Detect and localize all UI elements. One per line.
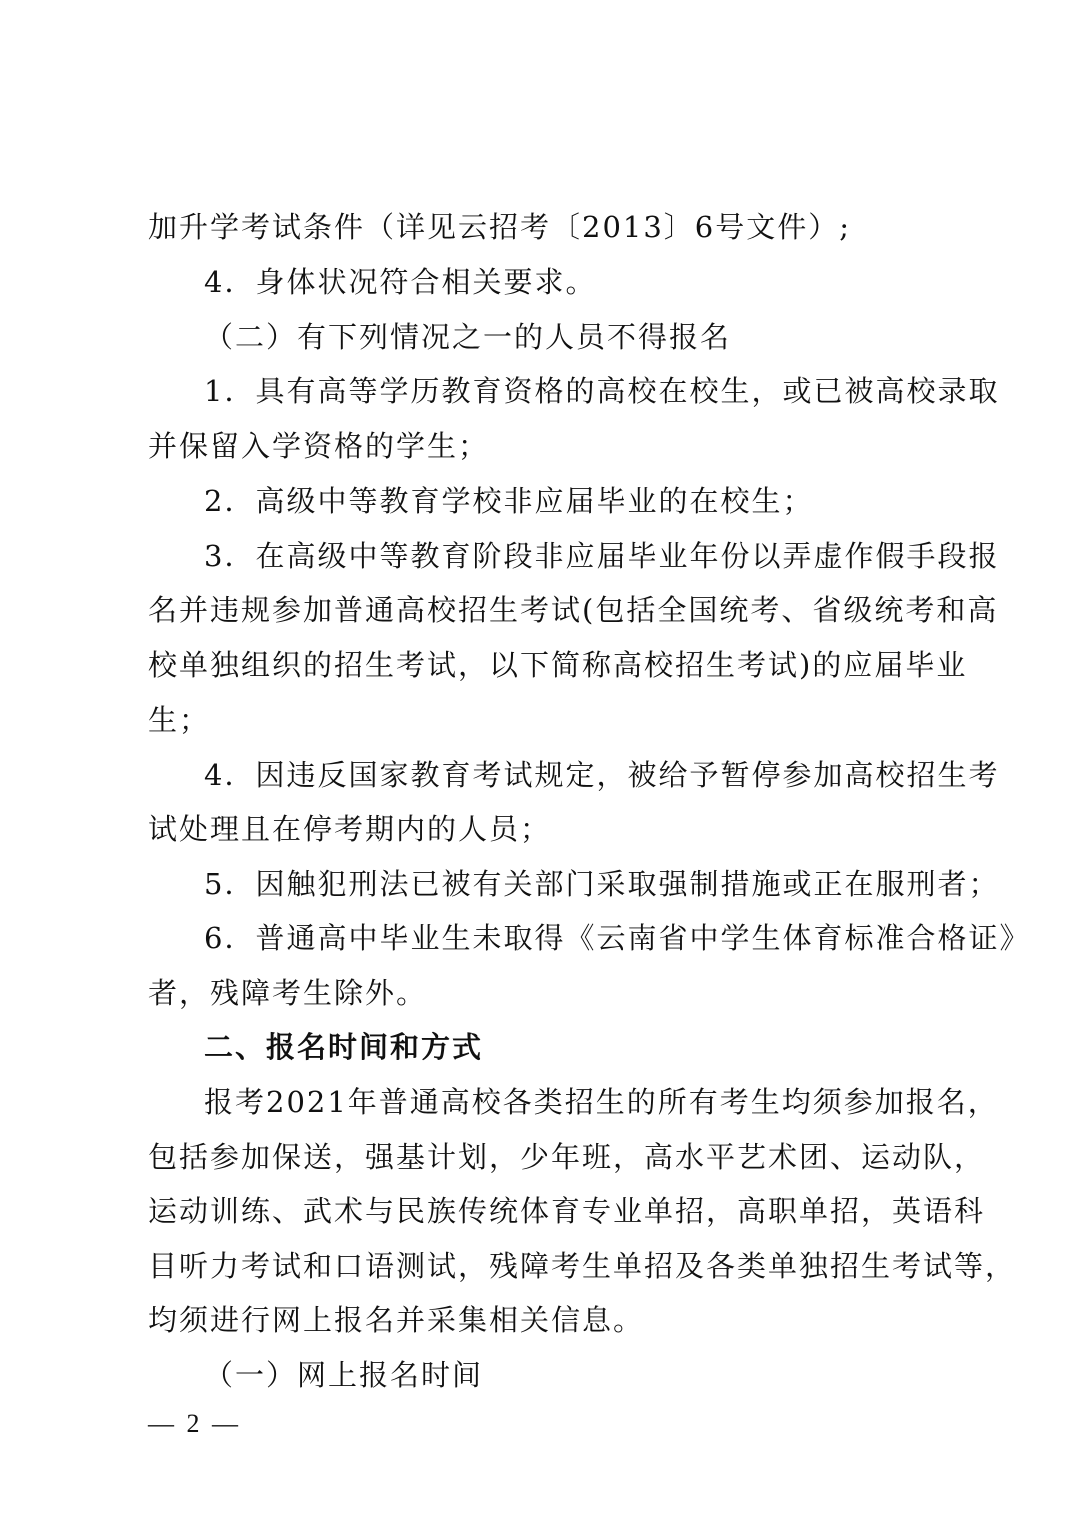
text-line-5: 并保留入学资格的学生； <box>148 429 490 463</box>
text-line-21: 均须进行网上报名并采集相关信息。 <box>148 1303 645 1337</box>
text-line-6: 2．高级中等教育学校非应届毕业的在校生； <box>204 484 814 518</box>
text-line-20: 目听力考试和口语测试，残障考生单招及各类单独招生考试等， <box>148 1249 1017 1283</box>
text-line-4: 1．具有高等学历教育资格的高校在校生，或已被高校录取 <box>204 374 1000 408</box>
section-heading-2: 二、报名时间和方式 <box>204 1030 484 1064</box>
text-line-14: 6．普通高中毕业生未取得《云南省中学生体育标准合格证》 <box>204 921 1031 955</box>
text-line-19: 运动训练、武术与民族传统体育专业单招，高职单招，英语科 <box>148 1194 986 1228</box>
text-line-2: 4．身体状况符合相关要求。 <box>204 265 597 299</box>
text-line-12: 试处理且在停考期内的人员； <box>148 812 552 846</box>
text-line-9: 校单独组织的招生考试，以下简称高校招生考试)的应届毕业 <box>148 648 968 682</box>
text-line-17: 报考2021年普通高校各类招生的所有考生均须参加报名， <box>204 1085 999 1119</box>
text-line-8: 名并违规参加普通高校招生考试(包括全国统考、省级统考和高 <box>148 593 999 627</box>
section-subheading-online-registration: （一）网上报名时间 <box>204 1358 484 1392</box>
text-line-7: 3．在高级中等教育阶段非应届毕业年份以弄虚作假手段报 <box>204 539 1000 573</box>
text-line-18: 包括参加保送，强基计划，少年班，高水平艺术团、运动队， <box>148 1140 986 1174</box>
text-line-1: 加升学考试条件（详见云招考〔2013〕6号文件）; <box>148 210 852 244</box>
text-line-10: 生； <box>148 703 211 737</box>
text-line-15: 者，残障考生除外。 <box>148 976 428 1010</box>
section-subheading-2: （二）有下列情况之一的人员不得报名 <box>204 320 732 354</box>
text-line-13: 5．因触犯刑法已被有关部门采取强制措施或正在服刑者； <box>204 867 1000 901</box>
page-number: — 2 — <box>148 1409 241 1438</box>
text-line-11: 4．因违反国家教育考试规定，被给予暂停参加高校招生考 <box>204 758 1000 792</box>
